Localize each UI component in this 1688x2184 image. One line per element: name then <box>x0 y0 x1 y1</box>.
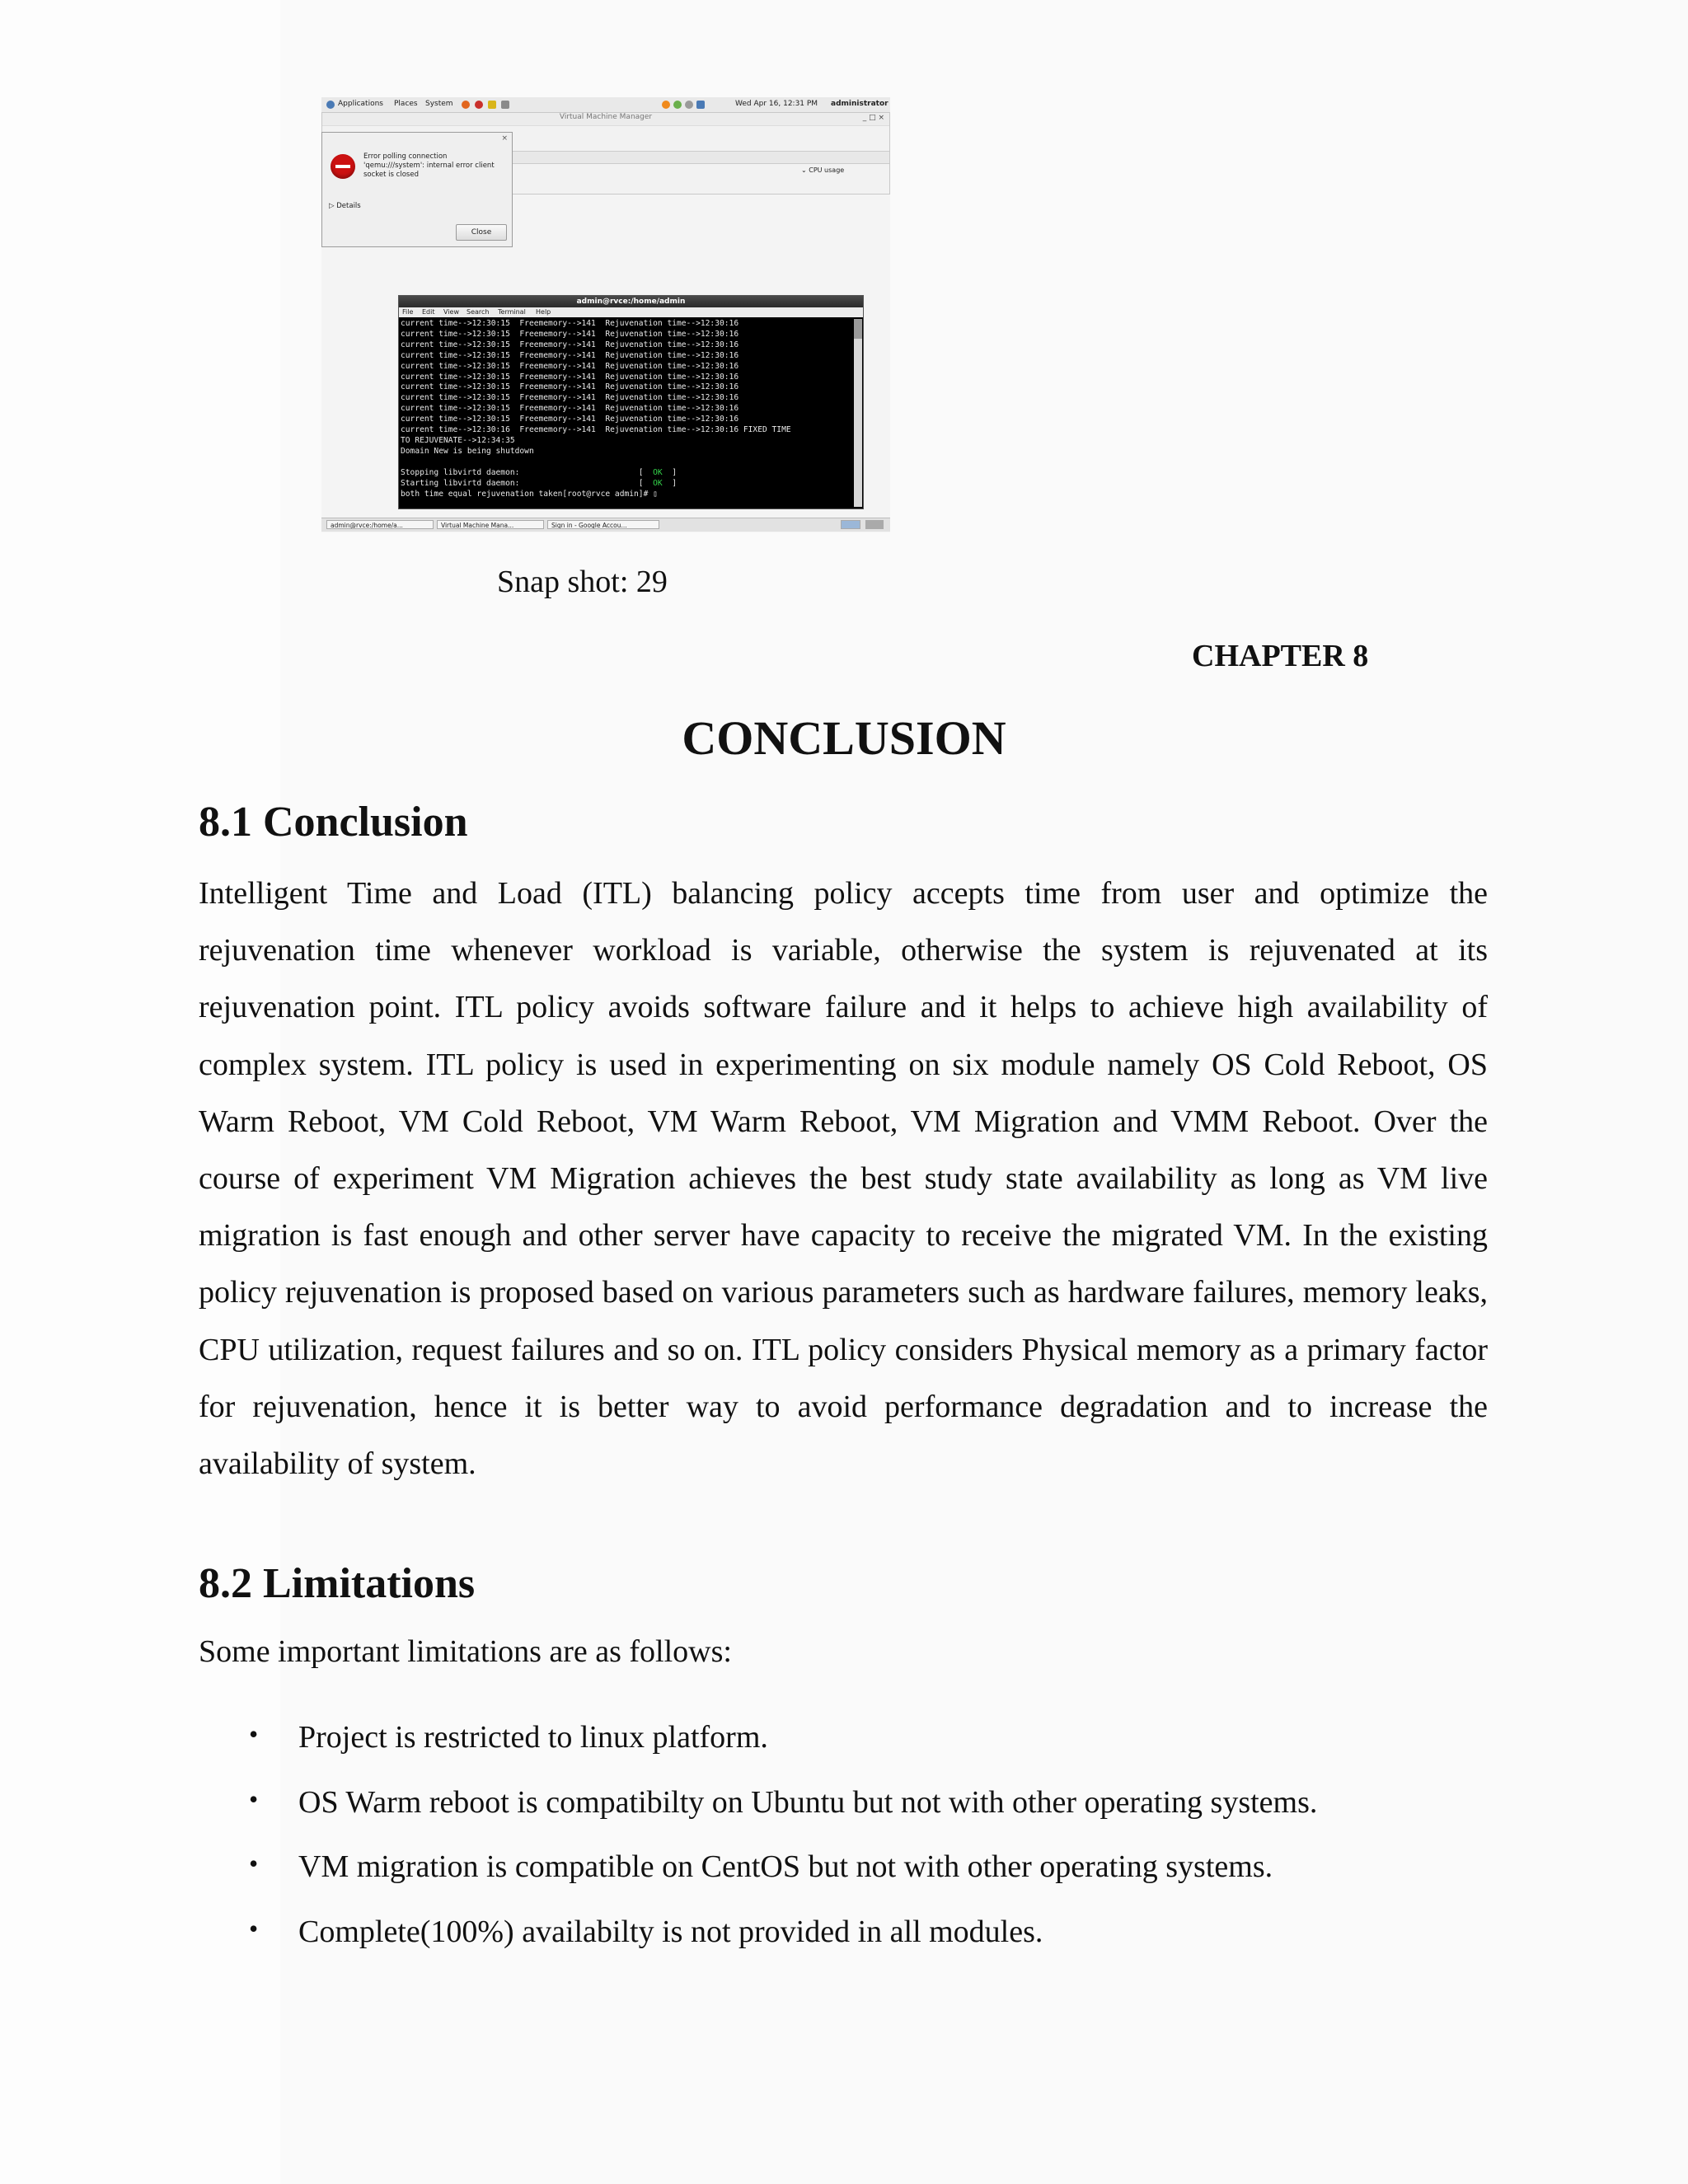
terminal-log-line: current time-->12:30:15 Freememory-->141 Rejuvenation time-->12:30:16 <box>401 382 739 392</box>
vmm-toolbar <box>512 151 889 164</box>
snapshot-image <box>321 97 890 532</box>
menu-applications[interactable]: Applications <box>338 100 383 108</box>
taskbar-browser[interactable]: Sign in - Google Accou... <box>547 520 659 529</box>
dialog-close-icon[interactable]: × <box>501 134 508 143</box>
terminal-menu-file[interactable]: File <box>402 308 414 316</box>
terminal-window <box>398 295 864 509</box>
cpu-usage-dropdown[interactable]: ⌄ CPU usage <box>801 166 845 174</box>
gnome-top-panel <box>321 97 890 113</box>
help-icon[interactable] <box>475 101 483 109</box>
terminal-menu-help[interactable]: Help <box>536 308 551 316</box>
applications-icon <box>326 101 335 109</box>
vmm-window-title: Virtual Machine Manager <box>322 113 889 126</box>
list-item-text: VM migration is compatible on CentOS but not with other operating systems. <box>298 1849 1273 1884</box>
close-button[interactable]: Close <box>456 224 507 241</box>
trash-icon[interactable] <box>865 520 884 529</box>
terminal-title: admin@rvce:/home/admin <box>399 296 863 307</box>
menu-system[interactable]: System <box>425 100 453 108</box>
starting-line: Starting libvirtd daemon: [ OK ] <box>401 478 678 488</box>
workspace-switcher[interactable] <box>841 520 860 529</box>
terminal-menubar <box>399 307 863 317</box>
terminal-log <box>401 319 852 468</box>
taskbar-terminal[interactable]: admin@rvce:/home/a... <box>326 520 434 529</box>
limitations-intro: Some important limitations are as follows: <box>199 1634 732 1669</box>
section-heading-conclusion: 8.1 Conclusion <box>199 799 468 846</box>
chapter-title: CONCLUSION <box>682 711 1006 765</box>
chapter-label: CHAPTER 8 <box>1192 639 1369 673</box>
terminal-log-line: current time-->12:30:16 Freememory-->141 Rejuvenation time-->12:30:16 FIXED TIME <box>401 425 791 435</box>
editor-icon[interactable] <box>488 101 496 109</box>
list-item-text: Complete(100%) availabilty is not provided in all modules. <box>298 1915 1043 1949</box>
terminal-log-line: current time-->12:30:15 Freememory-->141 Rejuvenation time-->12:30:16 <box>401 340 739 349</box>
terminal-log-line <box>401 457 852 468</box>
terminal-log-line: current time-->12:30:15 Freememory-->141 Rejuvenation time-->12:30:16 <box>401 404 739 414</box>
figure-caption: Snap shot: 29 <box>497 565 668 599</box>
terminal-output[interactable] <box>401 319 852 507</box>
terminal-scrollbar-thumb[interactable] <box>854 319 862 339</box>
conclusion-paragraph: Intelligent Time and Load (ITL) balancing policy accepts time from user and optimize the rejuvenation time whenever workload is variable, otherwise the system is rejuvenated at its rejuvenation point. ITL policy avoids software failure and it helps to achieve high availability of complex system. ITL policy is used in experimenting on six module namely OS Cold Reboot, OS Warm Reboot, VM Cold Reboot, VM Warm Reboot, VM Migration and VMM Reboot. Over the course of experiment VM Migration achieves the best study state availability as long as VM live migration is fast enough and other server have capacity to receive the migrated VM. In the existing policy rejuvenation is proposed based on various parameters such as hardware failures, memory leaks, CPU utilization, request failures and so on. ITL policy considers Physical memory as a primary factor for rejuvenation, hence it is better way to avoid performance degradation and to increase the availability of system. <box>199 876 1488 1482</box>
section-heading-limitations: 8.2 Limitations <box>199 1560 476 1607</box>
bottom-taskbar <box>321 518 890 532</box>
stop-ok-status: OK <box>653 467 663 477</box>
list-item-text: Project is restricted to linux platform. <box>298 1720 768 1755</box>
start-ok-status: OK <box>653 478 663 488</box>
terminal-scrollbar[interactable] <box>854 319 862 507</box>
error-message: Error polling connection 'qemu:///system': internal error client socket is closed <box>363 152 495 179</box>
cpu-usage-label: CPU usage <box>809 166 845 174</box>
volume-icon[interactable] <box>685 101 693 109</box>
list-item-text: OS Warm reboot is compatibilty on Ubuntu but not with other operating systems. <box>298 1785 1318 1820</box>
stopping-text: Stopping libvirtd daemon: <box>401 467 520 477</box>
terminal-menu-edit[interactable]: Edit <box>422 308 435 316</box>
details-label: Details <box>336 202 361 210</box>
taskbar-vmm[interactable]: Virtual Machine Mana... <box>437 520 544 529</box>
prompt-line: both time equal rejuvenation taken[root@rvce admin]# ▯ <box>401 489 658 499</box>
error-dialog <box>321 132 513 247</box>
prompt-text: both time equal rejuvenation taken[root@rvce admin]# <box>401 489 654 499</box>
terminal-log-line: current time-->12:30:15 Freememory-->141 Rejuvenation time-->12:30:16 <box>401 361 739 371</box>
terminal-log-line: current time-->12:30:15 Freememory-->141 Rejuvenation time-->12:30:16 <box>401 350 739 360</box>
terminal-menu-terminal[interactable]: Terminal <box>498 308 526 316</box>
bullet-icon: • <box>249 1914 259 1943</box>
panel-clock[interactable]: Wed Apr 16, 12:31 PM <box>735 100 818 108</box>
terminal-menu-search[interactable]: Search <box>467 308 490 316</box>
window-controls[interactable]: _ □ × <box>862 114 884 122</box>
terminal-launcher-icon[interactable] <box>501 101 509 109</box>
terminal-log-line: current time-->12:30:15 Freememory-->141 Rejuvenation time-->12:30:16 <box>401 415 739 424</box>
details-expander[interactable]: ▷ Details <box>329 202 361 210</box>
terminal-log-line: Domain New is being shutdown <box>401 446 534 456</box>
starting-text: Starting libvirtd daemon: <box>401 478 520 488</box>
menu-places[interactable]: Places <box>394 100 418 108</box>
error-icon <box>331 154 355 179</box>
terminal-log-line: current time-->12:30:15 Freememory-->141 Rejuvenation time-->12:30:16 <box>401 372 739 382</box>
bullet-icon: • <box>249 1719 259 1749</box>
panel-user[interactable]: administrator <box>831 100 889 108</box>
bullet-icon: • <box>249 1784 259 1814</box>
firefox-icon[interactable] <box>462 101 470 109</box>
terminal-log-line: current time-->12:30:15 Freememory-->141 Rejuvenation time-->12:30:16 <box>401 329 739 339</box>
terminal-menu-view[interactable]: View <box>443 308 459 316</box>
terminal-log-line: TO REJUVENATE-->12:34:35 <box>401 435 515 445</box>
bullet-icon: • <box>249 1849 259 1878</box>
update-icon <box>662 101 670 109</box>
stopping-line: Stopping libvirtd daemon: [ OK ] <box>401 467 678 477</box>
network-icon <box>673 101 682 109</box>
display-icon <box>696 101 705 109</box>
terminal-log-line: current time-->12:30:15 Freememory-->141 Rejuvenation time-->12:30:16 <box>401 393 739 403</box>
terminal-log-line: current time-->12:30:15 Freememory-->141 Rejuvenation time-->12:30:16 <box>401 319 739 328</box>
